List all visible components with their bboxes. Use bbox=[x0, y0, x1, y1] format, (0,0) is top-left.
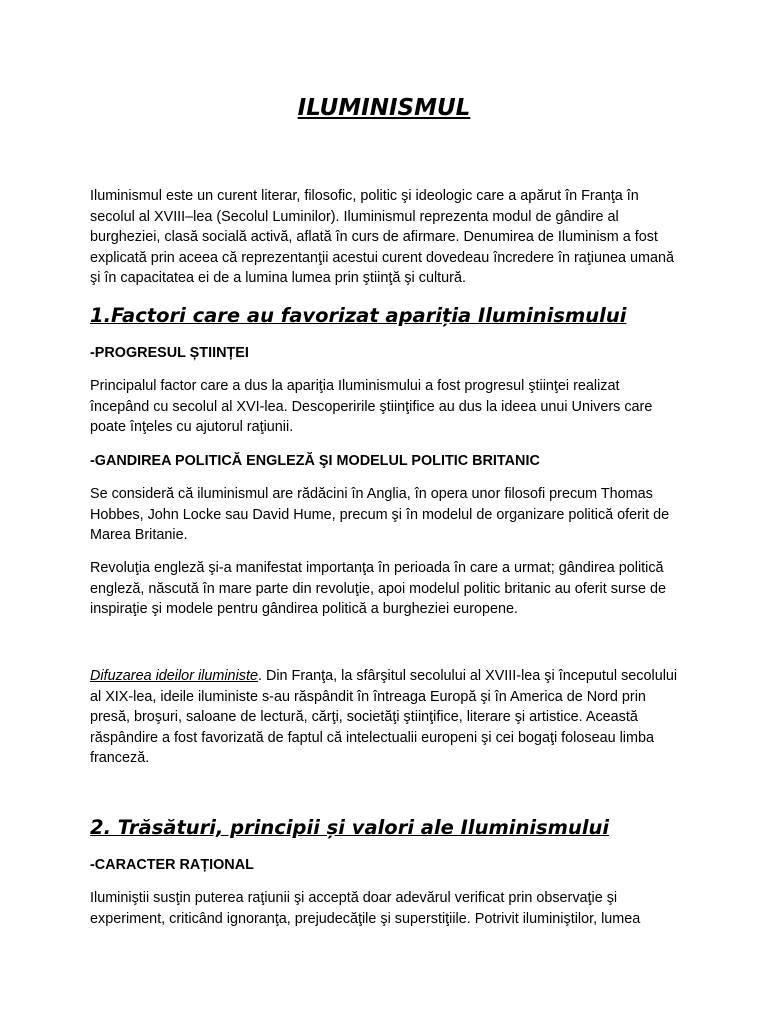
subheading-gandirea-politica: -GANDIREA POLITICĂ ENGLEZĂ ŞI MODELUL POLITIC BRITANIC bbox=[90, 453, 540, 469]
intro-paragraph: Iluminismul este un curent literar, filosofic, politic şi ideologic care a apărut în Franţa în secolul al XVIII–lea (Secolul Luminilor). Iluminismul reprezenta modul de gândire al burgheziei, clasă socială activă, aflată în curs de afirmare. Denumirea de Iluminism a fost explicată prin aceea că reprezentanţii acestui curent dovedeau încredere în raţiunea umană şi în capacitatea ei de a lumina lumea prin ştiinţă şi cultură. bbox=[90, 188, 674, 286]
section-1-heading: 1.Factori care au favorizat apariția Iluminismului bbox=[90, 304, 627, 327]
paragraph-radacini-anglia: Se consideră că iluminismul are rădăcini în Anglia, în opera unor filosofi precum Thomas Hobbes, John Locke sau David Hume, precum şi în modelul de organizare politică oferit de Marea Britanie. bbox=[90, 486, 670, 543]
subheading-progresul-stiintei: -PROGRESUL ȘTIINȚEI bbox=[90, 345, 249, 361]
paragraph-difuzarea-ideilor bbox=[90, 666, 678, 769]
paragraph-revolutia-engleza: Revoluţia engleză şi-a manifestat importanţa în perioada în care a urmat; gândirea politică engleză, născută în mare parte din revoluţie, apoi modelul politic britanic au oferit surse de inspiraţie şi modele pentru gândirea politică a burgheziei europene. bbox=[90, 560, 666, 617]
difuzarea-ideilor-link: Difuzarea ideilor iluministe bbox=[90, 668, 258, 684]
subheading-caracter-rational: -CARACTER RAȚIONAL bbox=[90, 857, 254, 873]
difuzarea-ideilor-text: . Din Franţa, la sfârşitul secolului al XVIII-lea şi începutul secolului al XIX-lea, ideile iluministe s-au răspândit în întreaga Europă şi în America de Nord prin presă, broşuri, saloane de lectură, cărţi, societăţi ştiinţifice, literare şi artistice. Această răspândire a fost favorizată de faptul că intelectualii europeni şi cei bogaţi foloseau limba franceză. bbox=[90, 668, 678, 766]
section-2-heading: 2. Trăsături, principii și valori ale Iluminismului bbox=[90, 816, 610, 839]
paragraph-caracter-rational: Iluminiştii susţin puterea raţiunii şi acceptă doar adevărul verificat prin observaţie şi experiment, criticând ignoranţa, prejudecăţile şi superstiţiile. Potrivit iluminiştilor, lumea bbox=[90, 890, 641, 927]
paragraph-progresul-stiintei: Principalul factor care a dus la apariţia Iluminismului a fost progresul ştiinţei realizat începând cu secolul al XVI-lea. Descoperirile ştiinţifice au dus la ideea unui Univers care poate înţeles cu ajutorul raţiunii. bbox=[90, 378, 653, 435]
page-title: ILUMINISMUL bbox=[297, 95, 471, 121]
